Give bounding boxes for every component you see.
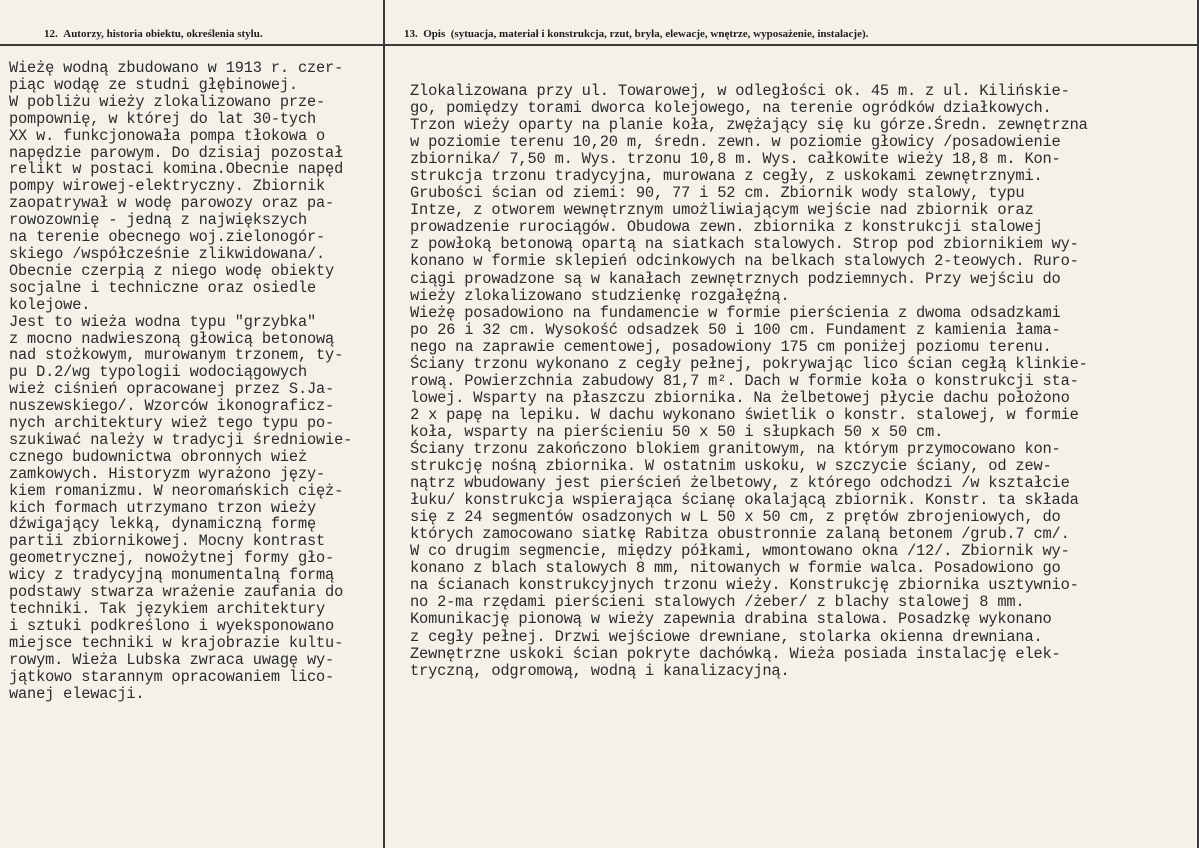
- section-12-number: 12.: [44, 28, 58, 40]
- section-13-subtitle: (sytuacja, materiał i konstrukcja, rzut, bryła, elewacje, wnętrze, wyposażenie, instalacje).: [450, 28, 869, 40]
- section-13-heading: [404, 28, 868, 40]
- section-12-title: Autorzy, historia obiektu, określenia stylu.: [63, 28, 263, 40]
- section-12-body: Wieżę wodną zbudowano w 1913 r. czer- piąc wodąę ze studni głębinowej. W pobliżu wieży zlokalizowano prze- pompownię, w której do lat 30-tych XX w. funkcjonowała pompa tłokowa o napędzie parowym. Do dzisiaj pozostał relikt w postaci komina.Obecnie napęd pompy wirowej-elektryczny. Zbiornik zaopatrywał w wodę parowozy oraz pa- rowozownię - jedną z największych na terenie obecnego woj.zielonogór- skiego /współcześnie zlikwidowana/. Obecnie czerpią z niego wodę obiekty socjalne i techniczne oraz osiedle kolejowe. Jest to wieża wodna typu "grzybka" z mocno nadwieszoną głowicą betonową nad stożkowym, murowanym trzonem, ty- pu D.2/wg typologii wodociągowych wież ciśnień opracowanej przez S.Ja- nuszewskiego/. Wzorców ikonograficz- nych architektury wież tego typu po- szukiwać należy w tradycji średniowie- cznego budownictwa obronnych wież zamkowych. Historyzm wyrażono języ- kiem romanizmu. W neoromańskich cięż- kich formach utrzymano trzon wieży dźwigający lekką, dynamiczną formę partii zbiornikowej. Mocny kontrast geometrycznej, nowożytnej formy gło- wicy z tradycyjną monumentalną formą podstawy stwarza wrażenie zaufania do techniki. Tak językiem architektury i sztuki podkreślono i wyeksponowano miejsce techniki w krajobrazie kultu- rowym. Wieża Lubska zwraca uwagę wy- jątkowo starannym opracowaniem lico- wanej elewacji.: [9, 59, 353, 703]
- section-13-number: 13.: [404, 28, 418, 40]
- section-13-header: [385, 0, 1197, 46]
- section-13-title: Opis: [423, 28, 446, 40]
- section-12-column: [0, 0, 385, 848]
- section-13-body: Zlokalizowana przy ul. Towarowej, w odległości ok. 45 m. z ul. Kilińskie- go, pomiędzy torami dworca kolejowego, na terenie ogródków działkowych. Trzon wieży oparty na planie koła, zwężający się ku górze.Średn. zewnętrzna w poziomie terenu 10,20 m, średn. zewn. w poziomie głowicy /posadowienie zbiornika/ 7,50 m. Wys. trzonu 10,8 m. Wys. całkowite wieży 18,8 m. Kon- strukcja trzonu tradycyjna, murowana z cegły, z uskokami zewnętrznymi. Grubości ścian od ziemi: 90, 77 i 52 cm. Zbiornik wody stalowy, typu Intze, z otworem wewnętrznym umożliwiającym wejście nad zbiornik oraz prowadzenie rurociągów. Obudowa zewn. zbiornika z konstrukcji stalowej z powłoką betonową opartą na siatkach stalowych. Strop pod zbiornikiem wy- konano w formie sklepień odcinkowych na belkach stalowych 2-teowych. Ruro- ciągi prowadzone są w kanałach zewnętrznych podziemnych. Przy wejściu do wieży zlokalizowano studzienkę rozgałęźną. Wieżę posadowiono na fundamencie w formie pierścienia z dwoma odsadzkami po 26 i 32 cm. Wysokość odsadzek 50 i 100 cm. Fundament z kamienia łama- nego na zaprawie cementowej, posadowiony 175 cm poniżej poziomu terenu. Ściany trzonu wykonano z cegły pełnej, pokrywając lico ścian cegłą klinkie- rową. Powierzchnia zabudowy 81,7 m². Dach w formie koła o konstrukcji sta- lowej. Wsparty na płaszczu zbiornika. Na żelbetowej płycie dachu położono 2 x papę na lepiku. W dachu wykonano świetlik o konstr. stalowej, w formie koła, wsparty na pierścieniu 50 x 50 i słupkach 50 x 50 cm. Ściany trzonu zakończono blokiem granitowym, na którym przymocowano kon- strukcję nośną zbiornika. W ostatnim uskoku, w szczycie ściany, od zew- nątrz wbudowany jest pierścień żelbetowy, z którego odchodzi /w kształcie łuku/ konstrukcja wspierająca ścianę okalającą zbiornik. Konstr. ta składa się z 24 segmentów osadzonych w L 50 x 50 cm, z prętów zbrojeniowych, do których zamocowano siatkę Rabitza obustronnie zalaną betonem /grub.7 cm/. W co drugim segmencie, między półkami, wmontowano okna /12/. Zbiornik wy- konano z blach stalowych 8 mm, nitowanych w formie walca. Posadowiono go na ścianach konstrukcyjnych trzonu wieży. Konstrukcję zbiornika usztywnio- no 2-ma rzędami pierścieni stalowych /żeber/ z blachy stalowej 8 mm. Komunikację pionową w wieży zapewnia drabina stalowa. Posadzkę wykonano z cegły pełnej. Drzwi wejściowe drewniane, stolarka okienna drewniana. Zewnętrzne uskoki ścian pokryte dachówką. Wieża posiada instalację elek- tryczną, odgromową, wodną i kanalizacyjną.: [410, 82, 1088, 680]
- section-13-column: [385, 0, 1199, 848]
- section-12-heading: [44, 28, 263, 40]
- section-12-header: [0, 0, 383, 46]
